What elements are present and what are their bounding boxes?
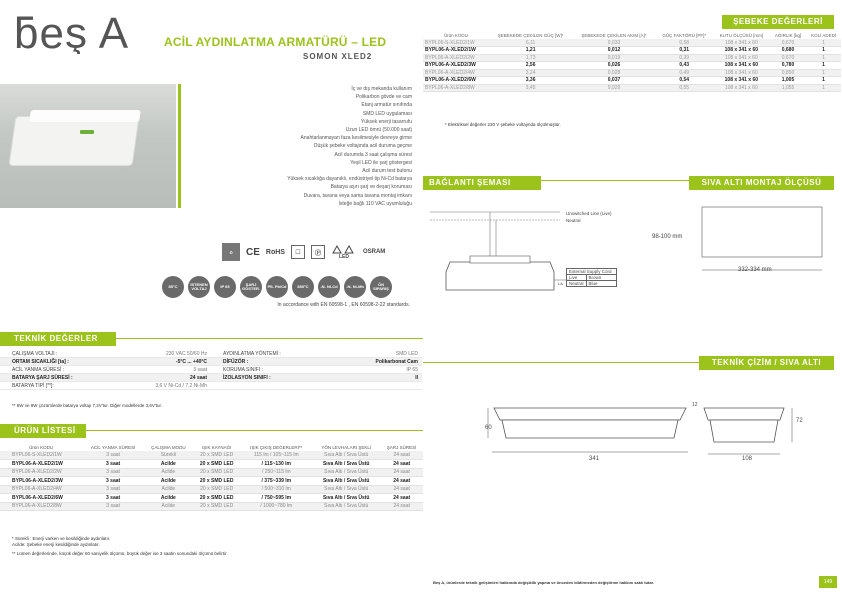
column-header: ACİL YANMA SÜRESİ [90, 445, 136, 450]
feature-badge-icon: -N- Ni-Cd [318, 276, 340, 298]
certification-icons [222, 243, 385, 261]
table-cell: 108 x 341 x 60 [713, 62, 770, 70]
table-cell: 1 [806, 54, 841, 62]
table-cell: 1 [806, 62, 841, 70]
dim-step: 12 [692, 402, 698, 408]
table-cell: BYPL06-S-XLED2/1W [423, 39, 489, 47]
table-cell: 108 x 341 x 60 [713, 47, 770, 55]
table-cell: Acilde [144, 494, 193, 503]
feature-badge-icon: İSTENEN VOLTAJ [188, 276, 210, 298]
column-header: ŞEBEKEDE ÇEKİLEN GÜÇ [W]* [497, 33, 564, 38]
feature-badge-icon: 850°C [292, 276, 314, 298]
table-cell: 6,11 [489, 39, 573, 47]
spec-row [211, 366, 422, 374]
column-header: GÜÇ FAKTÖRÜ [PF]* [662, 33, 707, 38]
feature-item: İç ve dış mekanda kullanım [351, 86, 412, 92]
wiring-legend: External Supply Cord Live Brown Neutral Blue [566, 268, 617, 287]
table-cell: 3,24 [489, 69, 573, 77]
column-header: YÖN LEVHALARI ŞEKLİ [321, 445, 372, 450]
table-cell: BYPL06-A-XLED2/8W [423, 84, 489, 92]
bar-line [116, 338, 423, 339]
spec-label: ACİL YANMA SÜRESİ : [12, 367, 65, 373]
table-cell: / 375~339 lm [241, 477, 312, 486]
feature-badge-icon: ÖN SIPARIŞ [370, 276, 392, 298]
table-cell: BYPL06-S-XLED2/1W [0, 451, 82, 460]
spec-row [211, 374, 422, 382]
technical-drawing [480, 398, 810, 468]
la-label: LA [558, 281, 563, 286]
feature-item: Düşük şebeke voltajında acil duruma geçme [313, 143, 412, 150]
product-model: SOMON XLED2 [303, 52, 373, 61]
column-header: KOLİ ADEDİ [811, 33, 837, 38]
table-cell: 1 [806, 69, 841, 77]
side-view-body [502, 420, 678, 438]
table-cell: 3 saat [82, 451, 144, 460]
table-row [423, 77, 841, 85]
table-cell: 0,680 [770, 47, 806, 55]
table-cell: 1,73 [489, 54, 573, 62]
table-cell: 24 saat [380, 468, 423, 477]
table-cell: 0,39 [656, 54, 713, 62]
table-row [423, 84, 841, 92]
table-cell: 108 x 341 x 60 [713, 39, 770, 47]
table-cell: 108 x 341 x 60 [713, 54, 770, 62]
table-cell: Sıva Altı / Sıva Üstü [312, 502, 380, 511]
table-row [0, 460, 423, 469]
table-cell: / 115~130 lm [241, 460, 312, 469]
bar-line [86, 430, 423, 431]
page-title: ACİL AYDINLATMA ARMATÜRÜ – LED [164, 35, 387, 49]
table-cell: Sürekli [144, 451, 193, 460]
table-cell: Acilde [144, 502, 193, 511]
feature-badge-icon: ŞARJ GÖSTER. [240, 276, 262, 298]
sebeke-note: * Elektriksel değerler 230 V şebeke voltajında ölçülmüştür. [445, 122, 561, 127]
table-cell: 24 saat [380, 477, 423, 486]
urun-note-3: ** Lümen değerlerinde, küçük değer 60 saniyelik ölçümü, büyük değer ise 3 saatin sonundaki ölçümü belirtir. [12, 551, 228, 556]
class-ii-icon: ☐ [291, 245, 305, 259]
table-cell: BYPL06-A-XLED2/6W [0, 494, 82, 503]
table-cell: 0,033 [572, 39, 655, 47]
column-header: IŞIK KAYNAĞI [201, 445, 232, 450]
table-cell: 24 saat [380, 502, 423, 511]
brand-logo [14, 10, 144, 62]
feature-item: Yüksek sıcaklığa dayanıklı, endüstriyel tip Ni-Cd batarya [287, 176, 412, 183]
wire-label-live: Unswitched Line (Live) [566, 211, 612, 216]
table-cell: 0,026 [572, 62, 655, 70]
table-cell: 0,49 [656, 69, 713, 77]
side-view-top [494, 408, 686, 420]
teknik-right-col [211, 350, 422, 390]
table-cell: Sıva Altı / Sıva Üstü [312, 451, 380, 460]
table-cell: 0,31 [656, 47, 713, 55]
table-cell: BYPL06-A-XLED2/8W [0, 502, 82, 511]
table-cell: 0,037 [572, 77, 655, 85]
table-cell: 1,21 [489, 47, 573, 55]
table-cell: Acilde [144, 485, 193, 494]
column-header: ŞARJ SÜRESİ [386, 445, 417, 450]
table-cell: Acilde [144, 477, 193, 486]
table-cell: / 1000~780 lm [241, 502, 312, 511]
spec-label: ORTAM SICAKLIĞI [ta] : [12, 359, 69, 365]
table-cell: 0,55 [656, 84, 713, 92]
spec-label: İZOLASYON SINIFI : [223, 375, 271, 381]
table-row [0, 451, 423, 460]
spec-label: ÇALIŞMA VOLTAJI : [12, 351, 58, 357]
end-view-top [704, 408, 784, 420]
feature-item: SMD LED uygulaması [362, 110, 412, 117]
spec-label: KORUMA SINIFI : [223, 367, 264, 373]
table-cell: / 500~310 lm [241, 485, 312, 494]
wire-label-neutral: Neutral [566, 218, 581, 223]
spec-row [0, 358, 211, 366]
spec-value: 3 saat [193, 367, 207, 373]
feature-badge-icon: 85°C [162, 276, 184, 298]
spec-row [211, 358, 422, 366]
sebeke-table [423, 32, 841, 92]
table-row [0, 485, 423, 494]
dim-width: 341 [589, 456, 600, 462]
table-cell: 3,45 [489, 84, 573, 92]
table-cell: 0,58 [656, 39, 713, 47]
spec-label: DİFÜZÖR : [223, 359, 249, 365]
table-cell: 20 x SMD LED [193, 485, 241, 494]
column-header: ÇALIŞMA MODU [151, 445, 186, 450]
urun-note-2: Acilde: Şebeke enerji kesildiğinde aydınlatır. [12, 542, 100, 547]
feature-item: Uzun LED ömrü (50.000 saat) [345, 127, 412, 134]
urun-note-1: * Sürekli : Enerji varken ve kesildiğinde aydınlatır. [12, 536, 111, 541]
led-icon: LED [331, 244, 357, 260]
table-row [423, 54, 841, 62]
teknik-note: ** 6W ve 8W çözümlerde batarya voltajı 7,2V'tur. Diğer modellerde 3,6V'tur. [12, 403, 163, 408]
table-cell: BYPL06-A-XLED2/3W [423, 62, 489, 70]
ce-icon: CE [246, 246, 260, 258]
charge-led-indicator [80, 130, 94, 134]
table-cell: 3 saat [82, 477, 144, 486]
lamp-cover [29, 110, 141, 122]
bar-line [423, 362, 699, 363]
table-cell: BYPL06-A-XLED2/6W [423, 77, 489, 85]
table-cell: 24 saat [380, 460, 423, 469]
feature-badge-icon: -N- Ni-Mh [344, 276, 366, 298]
osram-logo: OSRAM [362, 249, 386, 255]
table-cell: Sıva Altı / Sıva Üstü [312, 477, 380, 486]
table-row [0, 502, 423, 511]
dim-height-2: 72 [796, 418, 803, 424]
feature-list [287, 85, 412, 208]
spec-row [0, 382, 211, 390]
table-cell: BYPL06-A-XLED2/1W [423, 47, 489, 55]
feature-item: Polikarbon gövde ve cam [355, 94, 412, 101]
table-cell: 1 [806, 47, 841, 55]
table-row [423, 62, 841, 70]
table-cell: 20 x SMD LED [193, 477, 241, 486]
table-cell: BYPL06-A-XLED2/2W [423, 54, 489, 62]
table-row [0, 468, 423, 477]
table-cell: 24 saat [380, 485, 423, 494]
table-cell: 1 [806, 77, 841, 85]
table-cell: 3 saat [82, 502, 144, 511]
column-header: ŞEBEKEDE ÇEKİLEN AKIM [A]* [581, 33, 647, 38]
table-cell: BYPL06-A-XLED2/2W [0, 468, 82, 477]
table-cell: 3 saat [82, 468, 144, 477]
luminaire-outline [446, 262, 554, 290]
lamp-body [8, 116, 139, 166]
table-cell: 20 x SMD LED [193, 451, 241, 460]
table-cell: / 250~115 lm [241, 468, 312, 477]
table-cell: 24 saat [380, 451, 423, 460]
rohs-icon: RoHS [265, 248, 285, 256]
svg-text:ƃeş A: ƃeş A [14, 10, 130, 54]
table-cell: BYPL06-A-XLED2/4W [0, 485, 82, 494]
feature-item: Etanj armatür sınıfında [361, 102, 412, 109]
table-cell: / 750~595 lm [241, 494, 312, 503]
spec-value: II [415, 375, 418, 381]
section-siva-alti: SIVA ALTI MONTAJ ÖLÇÜSÜ [689, 176, 834, 190]
feature-item: Duvara, tavana veya sama tavana montaj imkanı [303, 192, 412, 199]
teknik-table [0, 350, 423, 390]
feature-item: Batarya aşırı şarj ve deşarj koruması [330, 184, 412, 191]
table-cell: 3 saat [82, 460, 144, 469]
end-view-body [710, 420, 778, 442]
table-cell: 3,36 [489, 77, 573, 85]
table-cell: 0,43 [656, 62, 713, 70]
table-row [423, 69, 841, 77]
table-cell: 20 x SMD LED [193, 460, 241, 469]
table-cell: 115 lm / 105~115 lm [241, 451, 312, 460]
section-teknik-cizim: TEKNİK ÇİZİM / SIVA ALTI [699, 356, 834, 370]
spec-value: IP 65 [406, 367, 418, 373]
section-teknik: TEKNİK DEĞERLER [0, 332, 116, 346]
spec-label: BATARYA ŞARJ SÜRESİ : [12, 375, 73, 381]
standards-note: In accordance with EN 60598-1 , EN 60598-2-22 standards. [277, 302, 410, 308]
spec-value: SMD LED [395, 351, 418, 357]
feature-icons [162, 276, 392, 298]
led-shape-icon [331, 244, 357, 254]
table-cell: 1,005 [770, 77, 806, 85]
feature-item: Acil durum test butonu [362, 168, 412, 175]
table-cell: 0,028 [572, 69, 655, 77]
table-cell: 0,029 [572, 84, 655, 92]
spec-row [0, 366, 211, 374]
teknik-left-col [0, 350, 211, 390]
column-header: IŞIK ÇIKIŞ DEĞERLERİ** [250, 445, 303, 450]
spec-row [0, 374, 211, 382]
spec-row [211, 382, 422, 390]
table-cell: 3 saat [82, 494, 144, 503]
brand-logo-mark [14, 10, 144, 54]
wiring-diagram [430, 200, 660, 300]
feature-item: İsteğe bağlı 110 VAC uyumluluğu [338, 200, 412, 207]
table-cell: Sıva Altı / Sıva Üstü [312, 485, 380, 494]
page-number: 149 [819, 576, 837, 588]
table-cell: 0,780 [770, 62, 806, 70]
table-cell: BYPL06-A-XLED2/4W [423, 69, 489, 77]
table-cell: 0,019 [572, 54, 655, 62]
dim-depth: 108 [742, 456, 753, 462]
table-cell: Sıva Altı / Sıva Üstü [312, 494, 380, 503]
spec-value: Polikarbonat Cam [375, 359, 418, 365]
table-cell: 108 x 341 x 60 [713, 77, 770, 85]
table-row [423, 47, 841, 55]
table-row [0, 477, 423, 486]
feature-item: Acil durumda 3 saat çalışma süresi [334, 151, 412, 158]
table-cell: 2,56 [489, 62, 573, 70]
bar-line [541, 180, 689, 181]
accent-divider [178, 84, 181, 208]
table-cell: 0,850 [770, 69, 806, 77]
spec-row [211, 350, 422, 358]
spec-value: 3,6 V Ni-Cd / 7,2 Ni-Mh [155, 383, 207, 389]
spec-label: AYDINLATMA YÖNTEMİ : [223, 351, 281, 357]
feature-item: Yüksek enerji tasarrufu [360, 118, 412, 125]
column-header: AĞIRLIK [kg] [774, 33, 802, 38]
section-baglanti: BAĞLANTI ŞEMASI [423, 176, 541, 190]
feature-badge-icon: IP 65 [214, 276, 236, 298]
table-row [0, 494, 423, 503]
spec-label: BATARYA TİPİ [**]: [12, 383, 54, 389]
table-cell: 108 x 341 x 60 [713, 84, 770, 92]
column-header: Ürün KODU [443, 33, 468, 38]
table-cell: 3 saat [82, 485, 144, 494]
feature-badge-icon: PİL Pb/Cd [266, 276, 288, 298]
spec-value: 24 saat [190, 375, 207, 381]
table-cell: BYPL06-A-XLED2/3W [0, 477, 82, 486]
column-header: Ürün KODU [29, 445, 54, 450]
table-cell: 0,54 [656, 77, 713, 85]
table-cell: 1 [806, 84, 841, 92]
table-cell: Sıva Altı / Sıva Üstü [312, 468, 380, 477]
table-cell: Acilde [144, 460, 193, 469]
table-cell: 0,012 [572, 47, 655, 55]
recycle-icon: ♻ [222, 243, 240, 261]
feature-item: Yeşil LED ile şarj göstergesi [350, 159, 412, 166]
table-cell: 20 x SMD LED [193, 502, 241, 511]
table-cell: 20 x SMD LED [193, 494, 241, 503]
table-cell: Acilde [144, 468, 193, 477]
table-cell: 1,055 [770, 84, 806, 92]
column-header: KUTU ÖLÇÜSÜ [mm] [719, 33, 764, 38]
spec-row [0, 350, 211, 358]
table-cell: 24 saat [380, 494, 423, 503]
footer-disclaimer: Beş A, ürünlerde teknik gelişimleri hakkında değişiklik yapma ve önceden bildirmeden değiştirme hakkını saklı tutar. [433, 580, 655, 585]
table-cell: Sıva Altı / Sıva Üstü [312, 460, 380, 469]
spec-value: -5°C ... +40°C [175, 359, 207, 365]
table-row [423, 39, 841, 47]
cutout-width: 332-334 mm [738, 267, 772, 273]
flammability-icon: Ⓟ [311, 245, 325, 259]
table-cell: 108 x 341 x 60 [713, 69, 770, 77]
product-photo [0, 84, 176, 208]
cutout-height: 98-100 mm [652, 234, 683, 240]
dim-height: 60 [485, 425, 492, 431]
spec-value: 230 VAC 50/60 Hz [165, 351, 207, 357]
section-urun: ÜRÜN LİSTESİ [0, 424, 86, 438]
table-cell: 0,670 [770, 54, 806, 62]
section-sebeke: ŞEBEKE DEĞERLERİ [722, 15, 834, 29]
product-table [0, 444, 423, 511]
table-cell: 0,670 [770, 39, 806, 47]
table-cell: 20 x SMD LED [193, 468, 241, 477]
table-cell: 1 [806, 39, 841, 47]
table-cell: BYPL06-A-XLED2/1W [0, 460, 82, 469]
feature-item: Anahtarlanmayan faza kesilmesiyle devreye girme [300, 135, 412, 142]
